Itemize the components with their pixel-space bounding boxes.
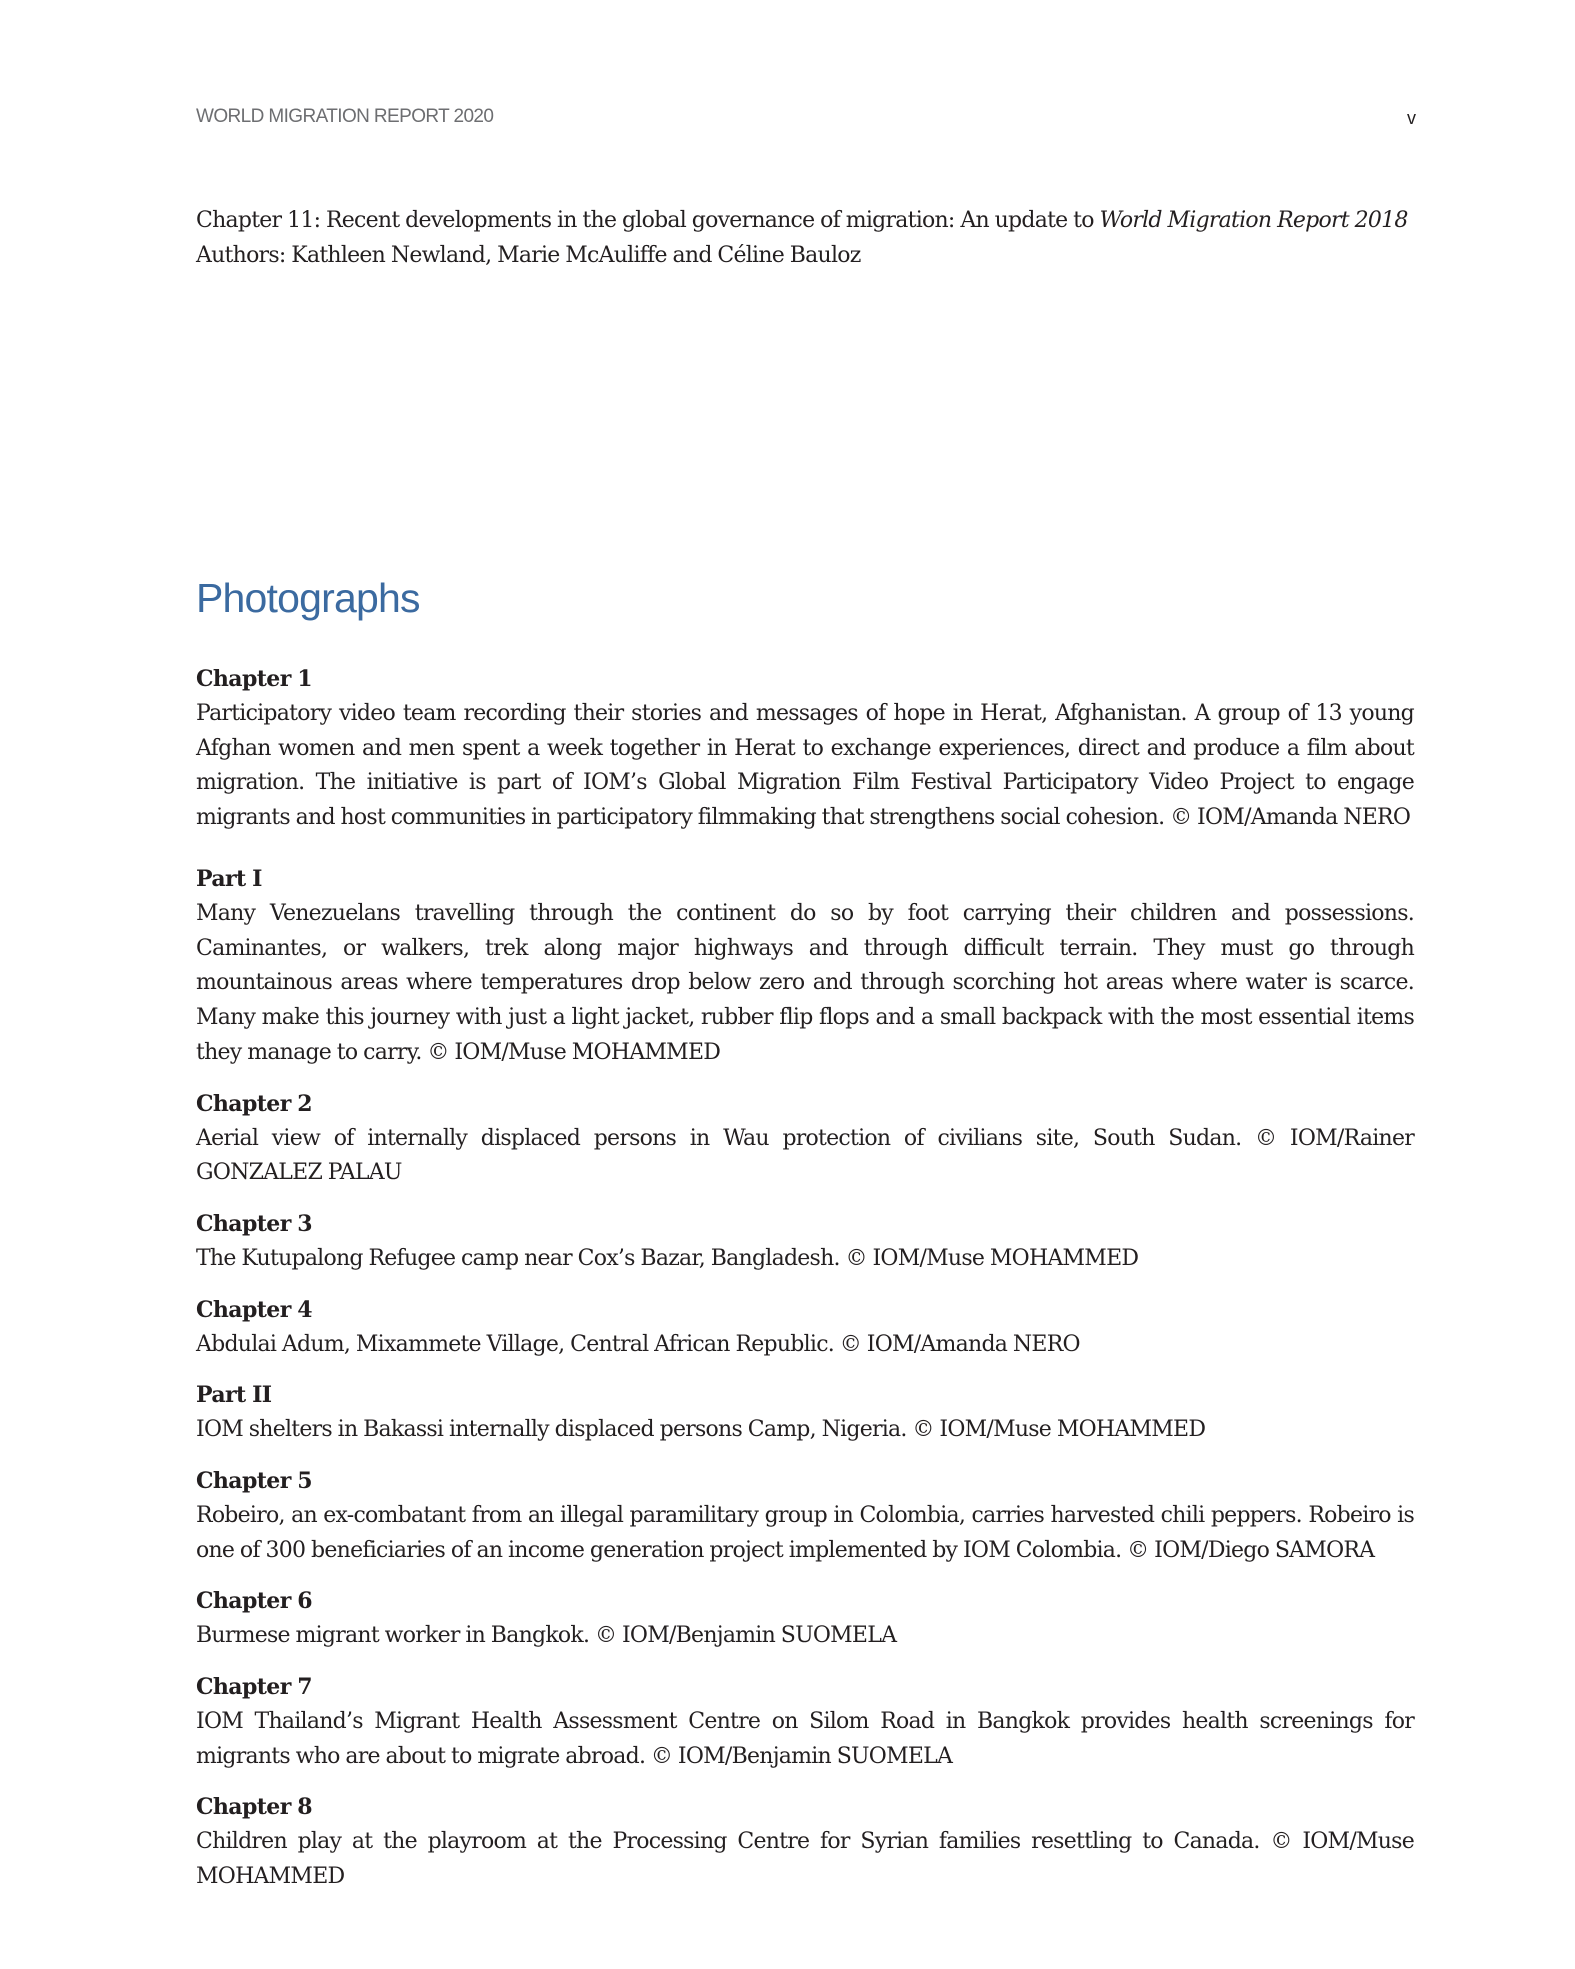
photo-credit-heading: Chapter 7 (196, 1673, 312, 1700)
photo-credit-caption: Aerial view of internally displaced persons in Wau protection of civilians site, South Sudan. © IOM/Rainer GONZALEZ PALAU (196, 1125, 1414, 1186)
photo-credit-heading: Chapter 5 (196, 1467, 312, 1494)
chapter-11-title-text: Chapter 11: Recent developments in the global governance of migration: An update to (196, 208, 1100, 233)
photographs-heading: Photographs (196, 575, 420, 621)
photo-credit-caption: The Kutupalong Refugee camp near Cox’s Bazar, Bangladesh. © IOM/Muse MOHAMMED (196, 1245, 1139, 1271)
chapter-11-title-italic: World Migration Report 2018 (1099, 208, 1408, 233)
photo-credit-entry (196, 1207, 1414, 1277)
photo-credit-caption: Participatory video team recording their stories and messages of hope in Herat, Afghanistan. A group of 13 young Afghan women and men spent a week together in Herat to exchange experiences, direct and produce a film about migration. The initiative is part of IOM’s Global Migration Film Festival Participatory Video Project to engage migrants and host communities in participatory filmmaking that strengthens social cohesion. © IOM/Amanda NERO (196, 700, 1414, 831)
photo-credit-heading: Chapter 6 (196, 1588, 312, 1615)
photo-credit-heading: Chapter 1 (196, 666, 312, 692)
photo-credit-heading: Chapter 4 (196, 1296, 312, 1323)
chapter-11-credit (196, 204, 1414, 274)
photo-credit-entry (196, 1464, 1414, 1568)
photo-credit-heading: Chapter 3 (196, 1211, 312, 1238)
photo-credit-caption: Abdulai Adum, Mixammete Village, Central African Republic. © IOM/Amanda NERO (196, 1331, 1080, 1357)
page-number: v (1407, 108, 1416, 128)
photo-credit-heading: Chapter 2 (196, 1090, 312, 1117)
chapter-11-title (196, 204, 1414, 239)
photo-credit-caption: Burmese migrant worker in Bangkok. © IOM/Benjamin SUOMELA (196, 1623, 897, 1649)
photo-credit-caption: Children play at the playroom at the Processing Centre for Syrian families resettling to Canada. © IOM/Muse MOHAMMED (196, 1829, 1414, 1889)
photo-credit-heading: Chapter 8 (196, 1794, 312, 1821)
photo-credit-entry (196, 1584, 1414, 1654)
chapter-11-authors: Authors: Kathleen Newland, Marie McAuliffe and Céline Bauloz (196, 242, 861, 268)
photo-credit-caption: Robeiro, an ex-combatant from an illegal paramilitary group in Colombia, carries harvested chili peppers. Robeiro is one of 300 beneficiaries of an income generation project implemented by IOM Colombia. © IOM/Diego SAMORA (196, 1502, 1414, 1563)
photo-credit-entry (196, 662, 1414, 836)
photo-credit-entry (196, 1790, 1414, 1894)
photo-credit-entry (196, 1670, 1414, 1774)
photo-credit-entry (196, 862, 1414, 1071)
photo-credit-heading: Part I (196, 865, 262, 892)
running-title: WORLD MIGRATION REPORT 2020 (196, 106, 494, 127)
photo-credit-caption: IOM Thailand’s Migrant Health Assessment Centre on Silom Road in Bangkok provides health screenings for migrants who are about to migrate abroad. © IOM/Benjamin SUOMELA (196, 1708, 1414, 1769)
page-content (196, 204, 1414, 1889)
photograph-credits-list (196, 662, 1414, 1911)
photo-credit-heading: Part II (196, 1382, 272, 1409)
photo-credit-entry (196, 1378, 1414, 1448)
photo-credit-entry (196, 1087, 1414, 1191)
photo-credit-entry (196, 1293, 1414, 1363)
photo-credit-caption: Many Venezuelans travelling through the continent do so by foot carrying their children and possessions. Caminantes, or walkers, trek along major highways and through difficult terrain. They must go through mountainous areas where temperatures drop below zero and through scorching hot areas where water is scarce. Many make this journey with just a light jacket, rubber flip flops and a small backpack with the most essential items they manage to carry. © IOM/Muse MOHAMMED (196, 900, 1414, 1065)
photo-credit-caption: IOM shelters in Bakassi internally displaced persons Camp, Nigeria. © IOM/Muse MOHAMMED (196, 1417, 1206, 1443)
